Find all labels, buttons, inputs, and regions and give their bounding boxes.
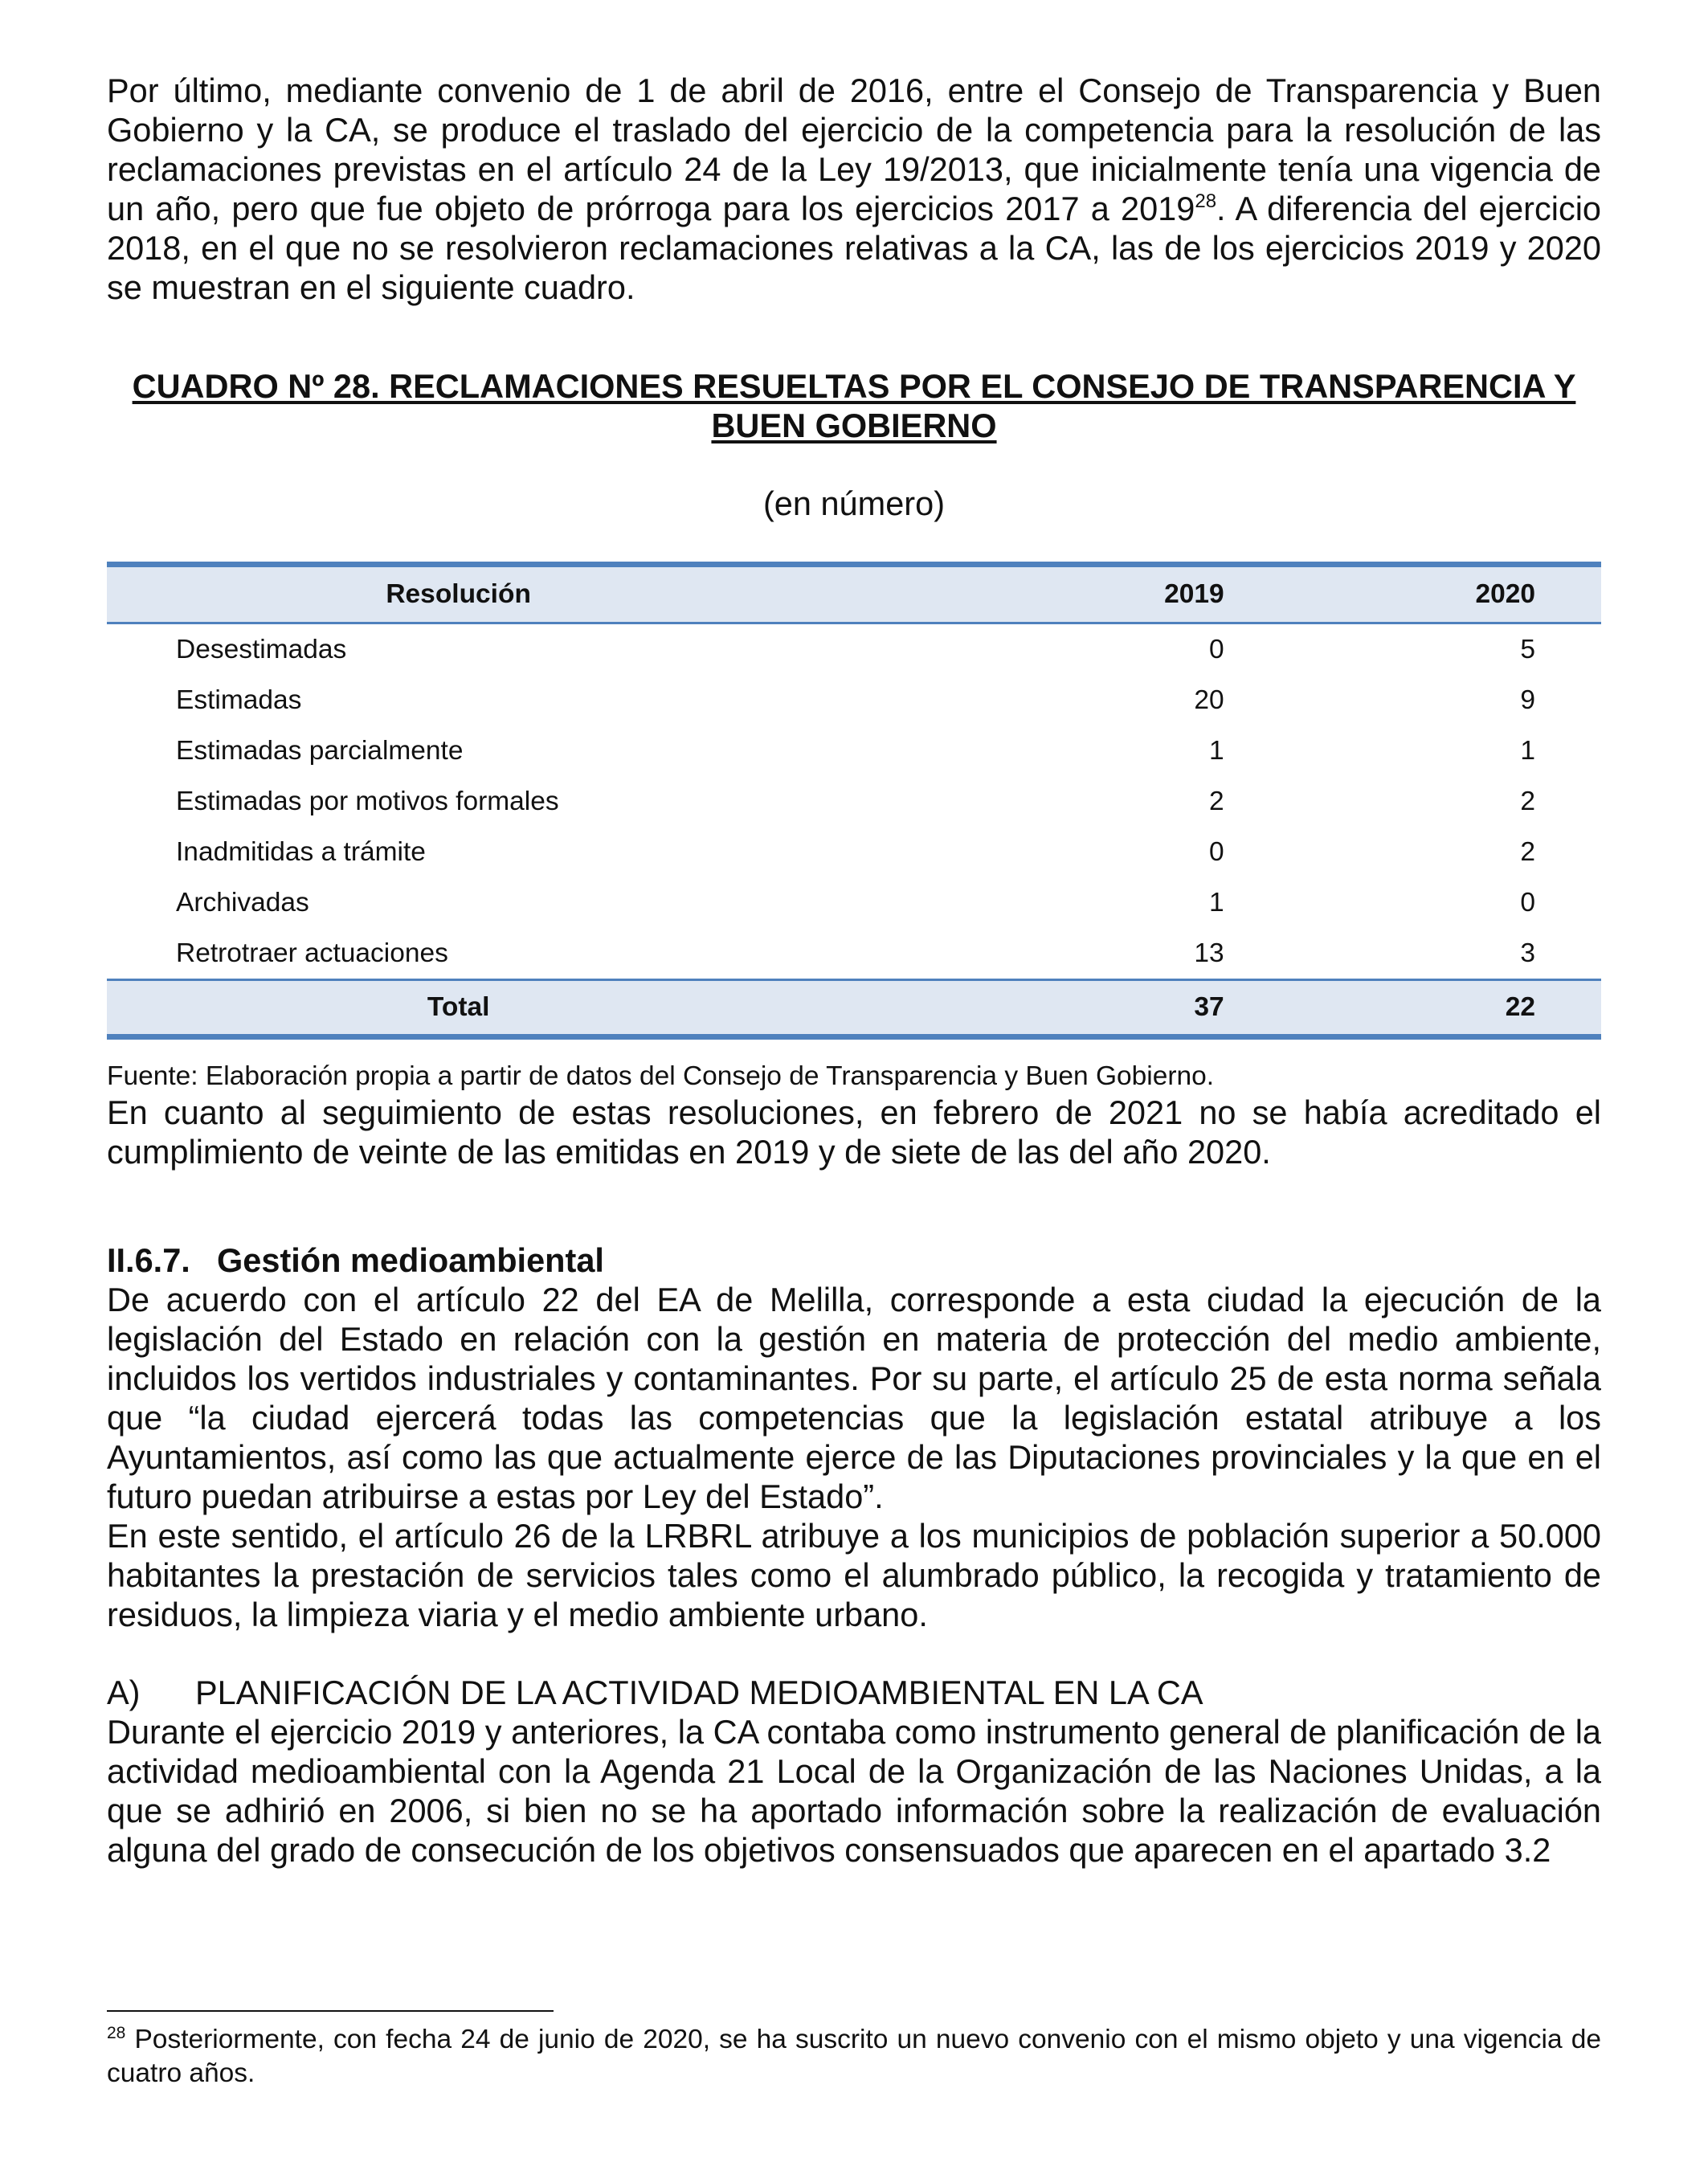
header-2019: 2019	[979, 565, 1289, 623]
row-label: Estimadas parcialmente	[176, 735, 464, 766]
table-row	[107, 827, 1601, 877]
footnote-text: Posteriormente, con fecha 24 de junio de 2020, se ha suscrito un nuevo convenio con el mismo objeto y una vigencia de cuatro años.	[107, 2025, 1601, 2088]
table-header-row	[107, 565, 1601, 623]
row-label: Archivadas	[176, 887, 309, 918]
table-caption-line2: BUEN GOBIERNO	[711, 407, 997, 444]
row-value-2020: 5	[1520, 634, 1535, 664]
document-page	[107, 71, 1601, 1870]
table-row	[107, 877, 1601, 928]
row-label: Estimadas	[176, 685, 302, 715]
subsection-letter: A)	[107, 1674, 141, 1711]
row-value-2019: 13	[1194, 938, 1224, 968]
header-resolucion: Resolución	[107, 565, 979, 623]
paragraph-competencias: De acuerdo con el artículo 22 del EA de Melilla, corresponde a esta ciudad la ejecución de la legislación del Estado en relación con la gestión en materia de protección del medio ambiente, incluidos los vertidos industriales y contaminantes. Por su parte, el artículo 25 de esta norma señala que “la ciudad ejercerá todas las competencias que la legislación estatal atribuye a los Ayuntamientos, así como las que actualmente ejerce de las Diputaciones provinciales y la que en el futuro puedan atribuirse a estas por Ley del Estado”.	[107, 1281, 1601, 1515]
section-number: II.6.7.	[107, 1241, 190, 1279]
row-value-2020: 2	[1520, 836, 1535, 867]
total-2019: 37	[979, 980, 1289, 1037]
table-row	[107, 675, 1601, 725]
section-heading	[107, 1240, 1601, 1280]
table-row	[107, 725, 1601, 776]
table-row	[107, 623, 1601, 676]
footnote-number: 28	[107, 2024, 126, 2042]
row-label: Retrotraer actuaciones	[176, 938, 448, 968]
row-value-2019: 0	[1209, 634, 1224, 664]
row-value-2019: 2	[1209, 786, 1224, 816]
row-label: Desestimadas	[176, 634, 347, 664]
table-subtitle: (en número)	[762, 484, 946, 522]
row-value-2020: 9	[1520, 685, 1535, 715]
table-total-row	[107, 980, 1601, 1037]
row-value-2019: 1	[1209, 735, 1224, 766]
row-label: Estimadas por motivos formales	[176, 786, 559, 816]
resolutions-table	[107, 562, 1601, 1040]
table-row	[107, 776, 1601, 827]
row-value-2020: 2	[1520, 786, 1535, 816]
row-value-2019: 0	[1209, 836, 1224, 867]
total-2020: 22	[1290, 980, 1601, 1037]
section-title: Gestión medioambiental	[217, 1241, 604, 1279]
row-value-2019: 1	[1209, 887, 1224, 918]
table-row	[107, 928, 1601, 980]
paragraph-follow-up: En cuanto al seguimiento de estas resoluciones, en febrero de 2021 no se había acreditado el cumplimiento de veinte de las emitidas en 2019 y de siete de las del año 2020.	[107, 1093, 1601, 1171]
header-2020: 2020	[1290, 565, 1601, 623]
paragraph-lrbrl: En este sentido, el artículo 26 de la LRBRL atribuye a los municipios de población superior a 50.000 habitantes la prestación de servicios tales como el alumbrado público, la recogida y tratamiento de residuos, la limpieza viaria y el medio ambiente urbano.	[107, 1517, 1601, 1633]
subsection-title: PLANIFICACIÓN DE LA ACTIVIDAD MEDIOAMBIENTAL EN LA CA	[195, 1674, 1203, 1711]
paragraph-intro-text-cont: . A diferencia del ejercicio 2018, en el que no se resolvieron reclamaciones relativas a la CA, las de los ejercicios 2019 y 2020 se muestran en el siguiente cuadro.	[107, 190, 1601, 306]
paragraph-intro	[107, 71, 1601, 307]
paragraph-agenda21: Durante el ejercicio 2019 y anteriores, la CA contaba como instrumento general de planificación de la actividad medioambiental con la Agenda 21 Local de la Organización de las Naciones Unidas, a la que se adhirió en 2006, si bien no se ha aportado información sobre la realización de evaluación alguna del grado de consecución de los objetivos consensuados que aparecen en el apartado 3.2	[107, 1713, 1601, 1869]
footnote	[107, 2023, 1601, 2091]
row-value-2020: 0	[1520, 887, 1535, 918]
row-value-2020: 3	[1520, 938, 1535, 968]
subsection-heading	[107, 1673, 1601, 1712]
paragraph-intro-text: Por último, mediante convenio de 1 de abril de 2016, entre el Consejo de Transparencia y Buen Gobierno y la CA, se produce el traslado del ejercicio de la competencia para la resolución de las reclamaciones previstas en el artículo 24 de la Ley 19/2013, que inicialmente tenía una vigencia de un año, pero que fue objeto de prórroga para los ejercicios 2017 a 2019	[107, 72, 1601, 227]
footnote-separator	[107, 2010, 554, 2012]
total-label: Total	[107, 980, 979, 1037]
footnote-reference[interactable]: 28	[1195, 190, 1217, 212]
row-label: Inadmitidas a trámite	[176, 836, 426, 867]
table-caption	[107, 366, 1601, 445]
row-value-2020: 1	[1520, 735, 1535, 766]
table-caption-line1: CUADRO Nº 28. RECLAMACIONES RESUELTAS POR EL CONSEJO DE TRANSPARENCIA Y	[132, 367, 1576, 405]
row-value-2019: 20	[1194, 685, 1224, 715]
table-source: Fuente: Elaboración propia a partir de datos del Consejo de Transparencia y Buen Gobierno.	[107, 1061, 1215, 1091]
